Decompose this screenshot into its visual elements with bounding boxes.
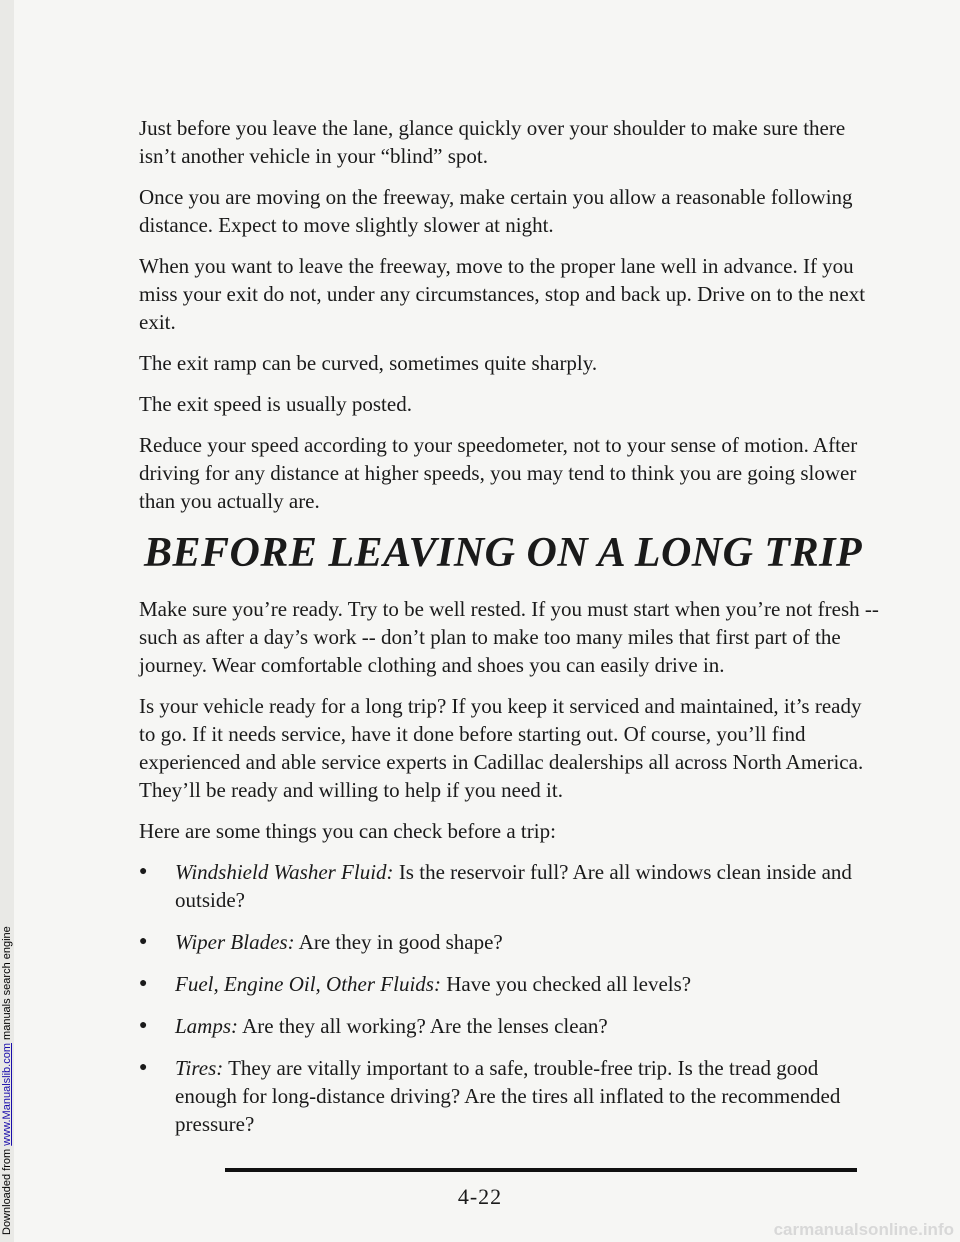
paragraph: The exit speed is usually posted. xyxy=(139,392,412,416)
checklist-item xyxy=(139,1012,879,1040)
checklist-text: Is the reservoir full? Are all windows clean inside and outside? xyxy=(175,860,852,912)
paragraph: Just before you leave the lane, glance quickly over your shoulder to make sure there isn’t another vehicle in your “blind” spot. xyxy=(139,116,846,168)
footer-rule xyxy=(225,1168,857,1172)
download-note-suffix: manuals search engine xyxy=(1,926,13,1044)
checklist-term: Lamps: xyxy=(175,1014,239,1038)
watermark: carmanualsonline.info xyxy=(773,1220,954,1239)
checklist-term: Fuel, Engine Oil, Other Fluids: xyxy=(175,972,441,996)
bullet-icon: ● xyxy=(139,864,148,879)
bullet-icon: ● xyxy=(139,976,148,991)
bullet-icon: ● xyxy=(139,934,148,949)
paragraph: Once you are moving on the freeway, make certain you allow a reasonable following distance. Expect to move slightly slower at night. xyxy=(139,185,853,237)
paragraph: Here are some things you can check before a trip: xyxy=(139,819,556,843)
checklist-text: Are they all working? Are the lenses clean? xyxy=(238,1014,608,1038)
bullet-icon: ● xyxy=(139,1018,148,1033)
checklist-item xyxy=(139,928,879,956)
checklist-term: Wiper Blades: xyxy=(175,930,295,954)
paragraph: Is your vehicle ready for a long trip? If you keep it serviced and maintained, it’s ready to go. If it needs service, have it done before starting out. Of course, you’ll find experienced and able service experts in Cadillac dealerships all across North America. They’ll be ready and willing to help if you need it. xyxy=(139,694,864,802)
checklist-text: Are they in good shape? xyxy=(294,930,503,954)
section-heading: BEFORE LEAVING ON A LONG TRIP xyxy=(144,530,863,576)
page-content xyxy=(139,114,879,1152)
checklist-item xyxy=(139,858,879,914)
paragraph: The exit ramp can be curved, sometimes quite sharply. xyxy=(139,351,598,375)
paragraph: When you want to leave the freeway, move to the proper lane well in advance. If you miss your exit do not, under any circumstances, stop and back up. Drive on to the next exit. xyxy=(139,254,866,334)
checklist-text: Have you checked all levels? xyxy=(440,972,692,996)
checklist-term: Windshield Washer Fluid: xyxy=(175,860,394,884)
checklist-item xyxy=(139,1054,879,1138)
paragraph: Make sure you’re ready. Try to be well rested. If you must start when you’re not fresh -- such as after a day’s work -- don’t plan to make too many miles that first part of the journey. Wear comfortable clothing and shoes you can easily drive in. xyxy=(139,597,879,677)
paragraph: Reduce your speed according to your speedometer, not to your sense of motion. After driving for any distance at higher speeds, you may tend to think you are going slower than you actually are. xyxy=(139,433,858,513)
checklist-term: Tires: xyxy=(175,1056,224,1080)
download-note-prefix: Downloaded from xyxy=(1,1145,13,1235)
checklist-item xyxy=(139,970,879,998)
checklist-text: They are vitally important to a safe, trouble-free trip. Is the tread good enough for long-distance driving? Are the tires all inflated to the recommended pressure? xyxy=(175,1056,841,1136)
bullet-icon: ● xyxy=(139,1060,148,1075)
trip-checklist xyxy=(139,858,879,1138)
manualslib-link[interactable]: www.Manualslib.com xyxy=(1,1043,13,1146)
page-number: 4-22 xyxy=(457,1184,503,1209)
